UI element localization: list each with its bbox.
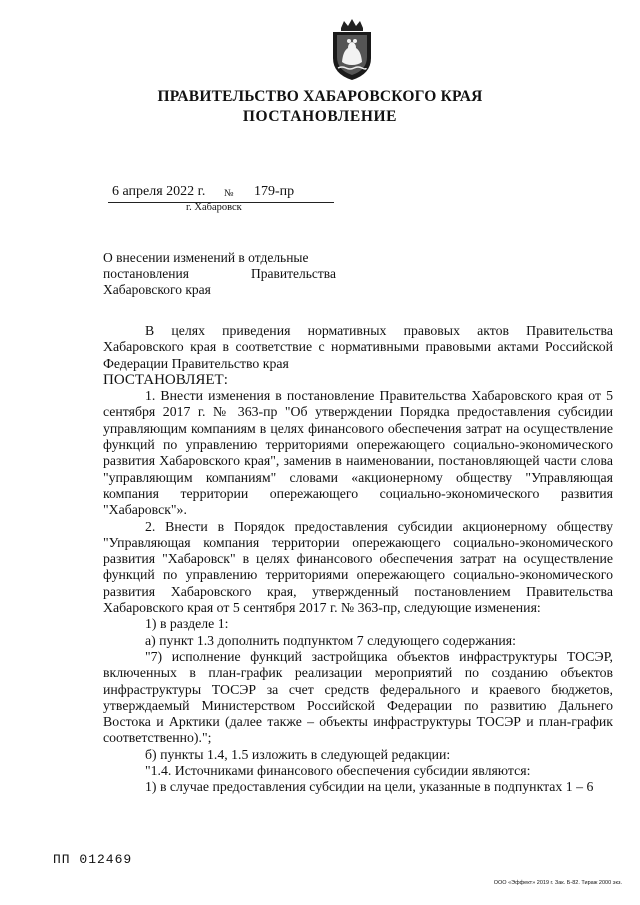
- date-number-line: [108, 182, 334, 203]
- document-subject: [103, 250, 336, 298]
- document-body: [103, 323, 613, 796]
- paragraph: "7) исполнение функций застройщика объектов инфраструктуры ТОСЭР, включенных в план-график реализации мероприятий по созданию объектов инфраструктуры ТОСЭР за счет средств федерального и краевого бюджетов, утверждаемый Министерством Российской Федерации по развитию Дальнего Востока и Арктики (далее также – объекты инфраструктуры ТОСЭР и план-график соответственно).";: [103, 648, 613, 746]
- document-date: 6 апреля 2022 г.: [112, 184, 206, 199]
- coat-of-arms-emblem: [327, 18, 377, 82]
- subject-line: Хабаровского края: [103, 282, 211, 297]
- paragraph: б) пункты 1.4, 1.5 изложить в следующей редакции:: [145, 746, 451, 762]
- subject-line: О внесении изменений в отдельные: [103, 250, 309, 265]
- intro-paragraph: В целях приведения нормативных правовых актов Правительства Хабаровского края в соответствие с нормативными правовыми актами Российской Федерации Правительство края: [103, 323, 613, 371]
- paragraph: а) пункт 1.3 дополнить подпунктом 7 следующего содержания:: [145, 632, 516, 648]
- subject-line: постановления Правительства: [103, 266, 336, 281]
- paragraph: "1.4. Источниками финансового обеспечения субсидии являются:: [145, 763, 531, 779]
- document-number: 179-пр: [254, 184, 295, 199]
- government-title: ПРАВИТЕЛЬСТВО ХАБАРОВСКОГО КРАЯ: [157, 88, 483, 105]
- number-sign: №: [224, 188, 234, 199]
- paragraph: 1. Внести изменения в постановление Правительства Хабаровского края от 5 сентября 2017 г. № 363-пр "Об утверждении Порядка предоставления субсидии управляющим компаниям в целях финансового обеспечения затрат на осуществление функций по управлению территориями опережающего социально-экономического развития Хабаровского края", заменив в наименовании, постановляющей части слова "управляющим компаниям" словами «акционерному обществу "Управляющая компания территории опережающего социально-экономического развития "Хабаровск"».: [103, 388, 613, 518]
- document-type: ПОСТАНОВЛЕНИЕ: [242, 108, 398, 125]
- paragraph: 1) в случае предоставления субсидии на цели, указанные в подпунктах 1 – 6: [145, 779, 594, 795]
- paragraph: 1) в разделе 1:: [145, 616, 229, 632]
- city: г. Хабаровск: [186, 202, 242, 213]
- serial-stamp: ПП 012469: [53, 852, 133, 867]
- printer-imprint: ООО «Эффект» 2019 г. Зак. Б-82. Тираж 2000 экз.: [493, 880, 622, 886]
- decree-word: ПОСТАНОВЛЯЕТ:: [103, 371, 228, 388]
- paragraph: 2. Внести в Порядок предоставления субсидии акционерному обществу "Управляющая компания территории опережающего социально-экономического развития "Хабаровск" в целях финансового обеспечения затрат на осуществление функций по управлению территориями опережающего социально-экономического развития Хабаровского края, утвержденный постановлением Правительства Хабаровского края от 5 сентября 2017 г. № 363-пр, следующие изменения:: [103, 518, 613, 616]
